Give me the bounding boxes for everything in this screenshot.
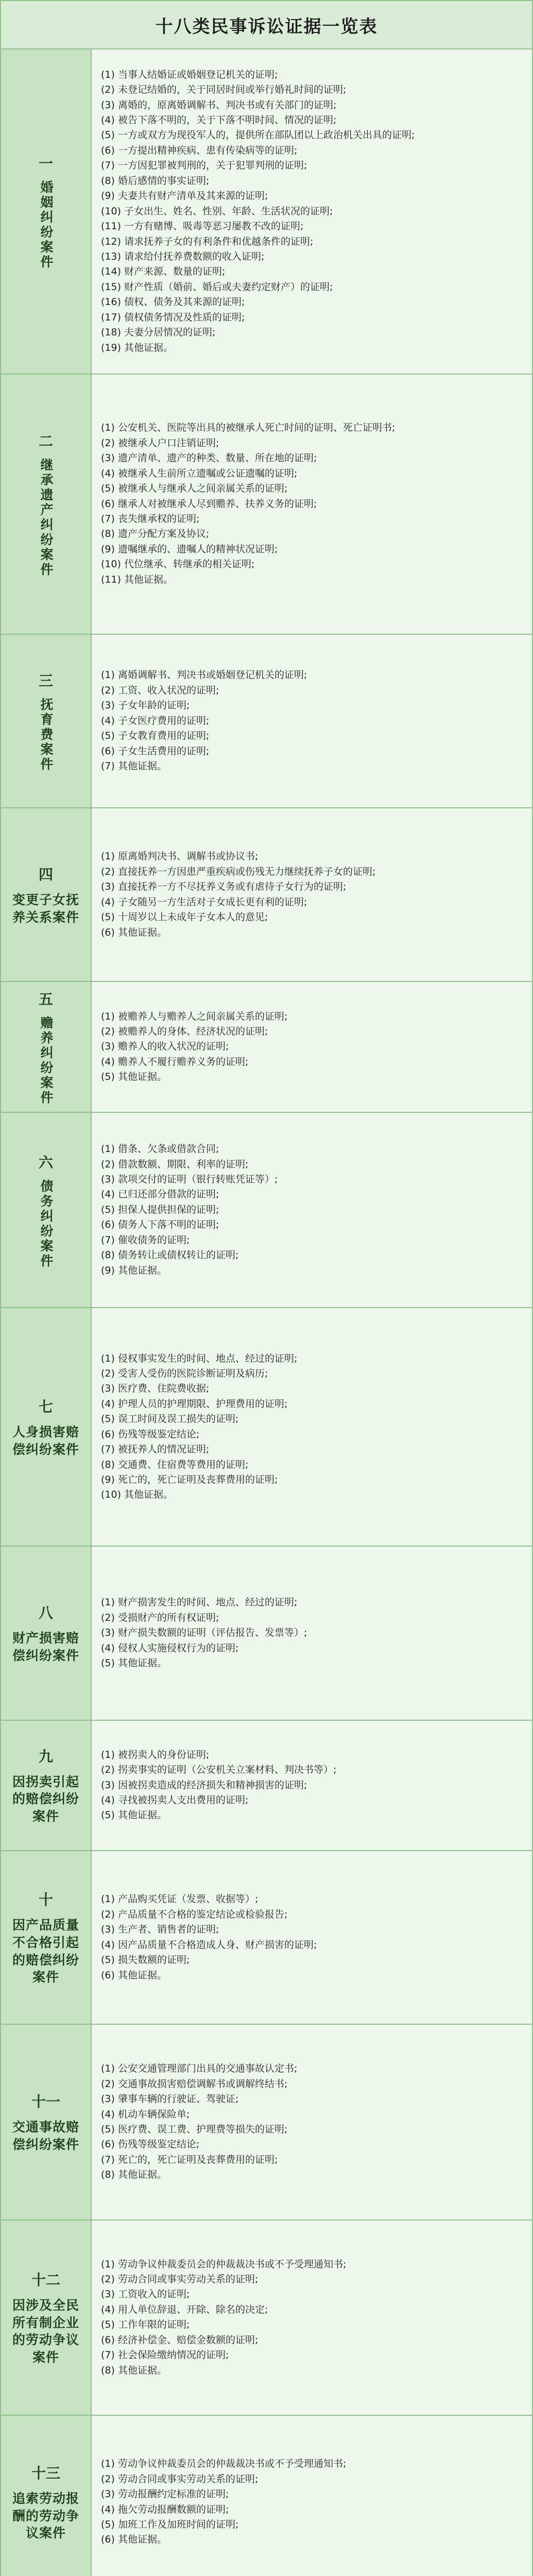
evidence-item: (5) 损失数额的证明; <box>101 1954 190 1966</box>
category-name: 因拐卖引起的赔偿纠纷案件 <box>12 1774 79 1824</box>
category-number: 一 <box>38 155 53 173</box>
evidence-item: (3) 劳动报酬约定标准的证明; <box>101 2488 229 2500</box>
category-number: 七 <box>38 1398 53 1415</box>
category-number: 六 <box>38 1154 53 1171</box>
evidence-item: (5) 其他证据。 <box>101 1657 167 1669</box>
evidence-item: (4) 护理人员的护理期限、护理费用的证明; <box>101 1398 288 1410</box>
category-row <box>1 1113 532 1308</box>
evidence-item: (15) 财产性质（婚前、婚后或夫妻约定财产）的证明; <box>101 281 333 293</box>
category-row <box>1 1721 532 1852</box>
evidence-item: (5) 担保人提供担保的证明; <box>101 1204 219 1215</box>
evidence-item: (6) 债务人下落不明的证明; <box>101 1219 219 1231</box>
evidence-item: (5) 子女教育费用的证明; <box>101 730 210 742</box>
evidence-item: (10) 子女出生、姓名、性别、年龄、生活状况的证明; <box>101 205 333 217</box>
evidence-item: (3) 工资收入的证明; <box>101 2289 190 2300</box>
evidence-item: (4) 因产品质量不合格造成人身、财产损害的证明; <box>101 1939 317 1951</box>
evidence-item: (6) 子女生活费用的证明; <box>101 745 210 757</box>
evidence-item: (6) 其他证据。 <box>101 926 167 938</box>
evidence-list <box>92 982 532 1112</box>
evidence-item: (8) 遗产分配方案及协议; <box>101 528 210 540</box>
evidence-list <box>92 1308 532 1546</box>
category-number: 四 <box>38 866 53 883</box>
evidence-item: (4) 赡养人不履行赡养义务的证明; <box>101 1056 249 1067</box>
evidence-item: (2) 被继承人户口注销证明; <box>101 437 219 449</box>
evidence-item: (1) 公安机关、医院等出具的被继承人死亡时间的证明、死亡证明书; <box>101 422 396 434</box>
category-label-cell <box>1 1113 92 1307</box>
evidence-item: (3) 医疗费、住院费收据; <box>101 1383 210 1395</box>
evidence-item: (3) 财产损失数额的证明（评估报告、发票等）; <box>101 1627 307 1639</box>
page-title: 十八类民事诉讼证据一览表 <box>1 1 532 49</box>
evidence-item: (2) 借款数额、期限、利率的证明; <box>101 1158 249 1170</box>
evidence-item: (19) 其他证据。 <box>101 342 174 353</box>
evidence-item: (2) 未登记结婚的，关于同居时间或举行婚礼时间的证明; <box>101 84 347 96</box>
evidence-item: (11) 其他证据。 <box>101 573 174 585</box>
evidence-item: (4) 子女随另一方生活对子女成长更有利的证明; <box>101 896 307 908</box>
category-row <box>1 808 532 982</box>
evidence-item: (5) 其他证据。 <box>101 1071 167 1083</box>
category-label-cell <box>1 1308 92 1546</box>
category-number: 八 <box>38 1604 53 1622</box>
evidence-item: (9) 夫妻共有财产清单及其来源的证明; <box>101 190 268 202</box>
evidence-item: (11) 一方有赌博、吸毒等恶习屡教不改的证明; <box>101 221 304 232</box>
evidence-item: (5) 误工时间及误工损失的证明; <box>101 1413 239 1425</box>
evidence-item: (3) 子女年龄的证明; <box>101 700 190 711</box>
evidence-item: (3) 因被拐卖造成的经济损失和精神损害的证明; <box>101 1779 307 1791</box>
evidence-item: (5) 十周岁以上未成年子女本人的意见; <box>101 911 268 923</box>
evidence-item: (5) 其他证据。 <box>101 1809 167 1821</box>
evidence-item: (1) 产品购买凭证（发票、收据等）; <box>101 1893 259 1905</box>
evidence-item: (14) 财产来源、数量的证明; <box>101 266 226 278</box>
evidence-list <box>92 375 532 634</box>
evidence-list <box>92 1851 532 2024</box>
evidence-item: (2) 产品质量不合格的鉴定结论或检验报告; <box>101 1908 288 1920</box>
evidence-item: (1) 原离婚判决书、调解书或协议书; <box>101 851 259 862</box>
evidence-item: (3) 肇事车辆的行驶证、驾驶证; <box>101 2093 239 2105</box>
category-name: 抚育费案件 <box>39 697 54 772</box>
category-label-cell <box>1 808 92 981</box>
evidence-item: (5) 一方或双方为现役军人的，提供所在部队团以上政治机关出具的证明; <box>101 129 415 141</box>
evidence-item: (2) 劳动合同或事实劳动关系的证明; <box>101 2473 259 2485</box>
evidence-list <box>92 635 532 807</box>
evidence-item: (4) 被继承人生前所立遗嘱或公证遗嘱的证明; <box>101 467 298 479</box>
evidence-item: (13) 请求给付抚养费数额的收入证明; <box>101 250 265 262</box>
category-name: 因涉及全民所有制企业的劳动争议案件 <box>12 2297 79 2365</box>
category-row <box>1 375 532 635</box>
category-name: 继承遗产纠纷案件 <box>39 458 54 578</box>
category-label-cell <box>1 635 92 807</box>
category-row <box>1 982 532 1113</box>
evidence-item: (4) 子女医疗费用的证明; <box>101 715 210 726</box>
category-label-cell <box>1 1721 92 1851</box>
evidence-item: (1) 被赡养人与赡养人之间亲属关系的证明; <box>101 1010 288 1022</box>
category-label-cell <box>1 2221 92 2415</box>
category-number: 九 <box>38 1748 53 1765</box>
evidence-item: (7) 催收债务的证明; <box>101 1234 190 1246</box>
evidence-item: (5) 加班工作及加班时间的证明; <box>101 2518 239 2530</box>
evidence-item: (5) 工作年限的证明; <box>101 2319 190 2331</box>
evidence-item: (2) 交通事故损害赔偿调解书或调解终结书; <box>101 2078 288 2090</box>
evidence-item: (2) 工资、收入状况的证明; <box>101 684 219 696</box>
evidence-item: (1) 劳动争议仲裁委员会的仲裁裁决书或不予受理通知书; <box>101 2458 347 2470</box>
evidence-list <box>92 808 532 981</box>
category-number: 十二 <box>31 2271 60 2289</box>
category-row <box>1 2025 532 2220</box>
evidence-item: (2) 受害人受伤的医院诊断证明及病历; <box>101 1367 268 1379</box>
evidence-item: (4) 已归还部分借款的证明; <box>101 1189 219 1200</box>
evidence-item: (4) 寻找被拐卖人支出费用的证明; <box>101 1794 249 1806</box>
evidence-item: (9) 其他证据。 <box>101 1264 167 1276</box>
evidence-list <box>92 1113 532 1307</box>
category-number: 三 <box>38 672 53 689</box>
evidence-list <box>92 2416 532 2576</box>
evidence-item: (2) 拐卖事实的证明（公安机关立案材料、判决书等）; <box>101 1764 337 1776</box>
evidence-item: (7) 一方因犯罪被判刑的，关于犯罪判刑的证明; <box>101 160 307 172</box>
category-number: 十一 <box>31 2093 60 2111</box>
evidence-item: (7) 其他证据。 <box>101 760 167 772</box>
evidence-item: (9) 遗嘱继承的、遗嘱人的精神状况证明; <box>101 543 278 555</box>
evidence-item: (6) 伤残等级鉴定结论; <box>101 1428 200 1440</box>
evidence-item: (4) 被告下落不明的，关于下落不明时间、情况的证明; <box>101 114 337 126</box>
category-number: 十 <box>38 1891 53 1909</box>
evidence-item: (3) 赡养人的收入状况的证明; <box>101 1041 229 1053</box>
category-number: 十三 <box>31 2464 60 2482</box>
evidence-item: (1) 当事人结婚证或婚姻登记机关的证明; <box>101 69 278 80</box>
evidence-item: (1) 借条、欠条或借款合同; <box>101 1143 219 1155</box>
evidence-item: (8) 其他证据。 <box>101 2364 167 2376</box>
category-row <box>1 1308 532 1547</box>
evidence-item: (4) 拖欠劳动报酬数额的证明; <box>101 2503 229 2515</box>
category-name: 赡养纠纷案件 <box>39 1016 54 1106</box>
category-row <box>1 49 532 375</box>
category-label-cell <box>1 375 92 634</box>
category-label-cell <box>1 1547 92 1719</box>
category-name: 变更子女抚养关系案件 <box>12 892 79 925</box>
evidence-item: (4) 机动车辆保险单; <box>101 2108 190 2120</box>
evidence-list <box>92 1721 532 1851</box>
category-number: 五 <box>38 991 53 1008</box>
evidence-item: (4) 用人单位辞退、开除、除名的决定; <box>101 2303 268 2315</box>
evidence-item: (7) 被抚养人的情况证明; <box>101 1444 210 1455</box>
category-name: 因产品质量不合格引起的赔偿纠纷案件 <box>12 1918 79 1985</box>
evidence-item: (7) 死亡的，死亡证明及丧葬费用的证明; <box>101 2154 278 2165</box>
category-number: 二 <box>38 433 53 450</box>
category-label-cell <box>1 1851 92 2024</box>
category-row <box>1 1851 532 2025</box>
evidence-item: (6) 一方提出精神疾病、患有传染病等的证明; <box>101 144 298 156</box>
evidence-item: (6) 伤残等级鉴定结论; <box>101 2139 200 2150</box>
evidence-item: (12) 请求抚养子女的有利条件和优越条件的证明; <box>101 235 314 247</box>
evidence-item: (2) 被赡养人的身体、经济状况的证明; <box>101 1026 268 1037</box>
category-name: 交通事故赔偿纠纷案件 <box>12 2120 79 2153</box>
category-name: 婚姻纠纷案件 <box>39 180 54 270</box>
evidence-item: (6) 经济补偿金、赔偿金数额的证明; <box>101 2334 259 2346</box>
category-name: 债务纠纷案件 <box>39 1179 54 1269</box>
evidence-item: (1) 被拐卖人的身份证明; <box>101 1749 210 1760</box>
evidence-item: (3) 生产者、销售者的证明; <box>101 1924 219 1936</box>
evidence-item: (4) 侵权人实施侵权行为的证明; <box>101 1642 239 1654</box>
evidence-item: (1) 离婚调解书、判决书或婚姻登记机关的证明; <box>101 669 307 681</box>
evidence-item: (8) 债务转让或债权转让的证明; <box>101 1249 239 1261</box>
category-row <box>1 1547 532 1720</box>
category-label-cell <box>1 982 92 1112</box>
evidence-item: (7) 丧失继承权的证明; <box>101 513 200 524</box>
evidence-item: (10) 代位继承、转继承的相关证明; <box>101 558 255 570</box>
evidence-item: (9) 死亡的，死亡证明及丧葬费用的证明; <box>101 1474 278 1485</box>
evidence-list <box>92 2221 532 2415</box>
evidence-item: (2) 劳动合同或事实劳动关系的证明; <box>101 2273 259 2285</box>
category-row <box>1 635 532 808</box>
evidence-item: (8) 婚后感情的事实证明; <box>101 175 210 187</box>
category-label-cell <box>1 2416 92 2576</box>
evidence-item: (3) 直接抚养一方不尽抚养义务或有虐待子女行为的证明; <box>101 881 347 893</box>
category-row <box>1 2221 532 2416</box>
evidence-list <box>92 1547 532 1719</box>
evidence-list <box>92 2025 532 2219</box>
evidence-item: (6) 其他证据。 <box>101 1969 167 1981</box>
evidence-item: (10) 其他证据。 <box>101 1489 174 1501</box>
evidence-item: (1) 劳动争议仲裁委员会的仲裁裁决书或不予受理通知书; <box>101 2258 347 2270</box>
category-name: 追索劳动报酬的劳动争议案件 <box>12 2490 79 2541</box>
evidence-item: (1) 公安交通管理部门出具的交通事故认定书; <box>101 2063 298 2075</box>
evidence-item: (2) 受损财产的所有权证明; <box>101 1612 219 1623</box>
evidence-item: (6) 继承人对被继承人尽到赡养、扶养义务的证明; <box>101 498 317 510</box>
evidence-item: (8) 交通费、住宿费等费用的证明; <box>101 1459 249 1470</box>
evidence-item: (7) 社会保险缴纳情况的证明; <box>101 2349 229 2361</box>
evidence-item: (18) 夫妻分居情况的证明; <box>101 327 216 338</box>
category-label-cell <box>1 2025 92 2219</box>
evidence-item: (16) 债权、债务及其来源的证明; <box>101 296 245 308</box>
evidence-item: (3) 款项交付的证明（银行转账凭证等）; <box>101 1173 278 1185</box>
category-label-cell <box>1 49 92 374</box>
category-row <box>1 2416 532 2576</box>
evidence-item: (1) 侵权事实发生的时间、地点、经过的证明; <box>101 1352 298 1364</box>
evidence-item: (3) 离婚的，原离婚调解书、判决书或有关部门的证明; <box>101 99 337 111</box>
evidence-list <box>92 49 532 374</box>
evidence-item: (8) 其他证据。 <box>101 2169 167 2181</box>
evidence-item: (1) 财产损害发生的时间、地点、经过的证明; <box>101 1597 298 1608</box>
category-rows <box>1 49 532 2576</box>
evidence-item: (6) 其他证据。 <box>101 2534 167 2546</box>
evidence-item: (2) 直接抚养一方因患严重疾病或伤残无力继续抚养子女的证明; <box>101 866 376 877</box>
evidence-item: (5) 医疗费、误工费、护理费等损失的证明; <box>101 2124 288 2136</box>
evidence-item: (17) 债权债务情况及性质的证明; <box>101 311 245 323</box>
evidence-item: (3) 遗产清单、遗产的种类、数量、所在地的证明; <box>101 452 317 464</box>
category-name: 人身损害赔偿纠纷案件 <box>12 1424 79 1457</box>
evidence-item: (5) 被继承人与继承人之间亲属关系的证明; <box>101 483 288 495</box>
category-name: 财产损害赔偿纠纷案件 <box>12 1631 79 1663</box>
